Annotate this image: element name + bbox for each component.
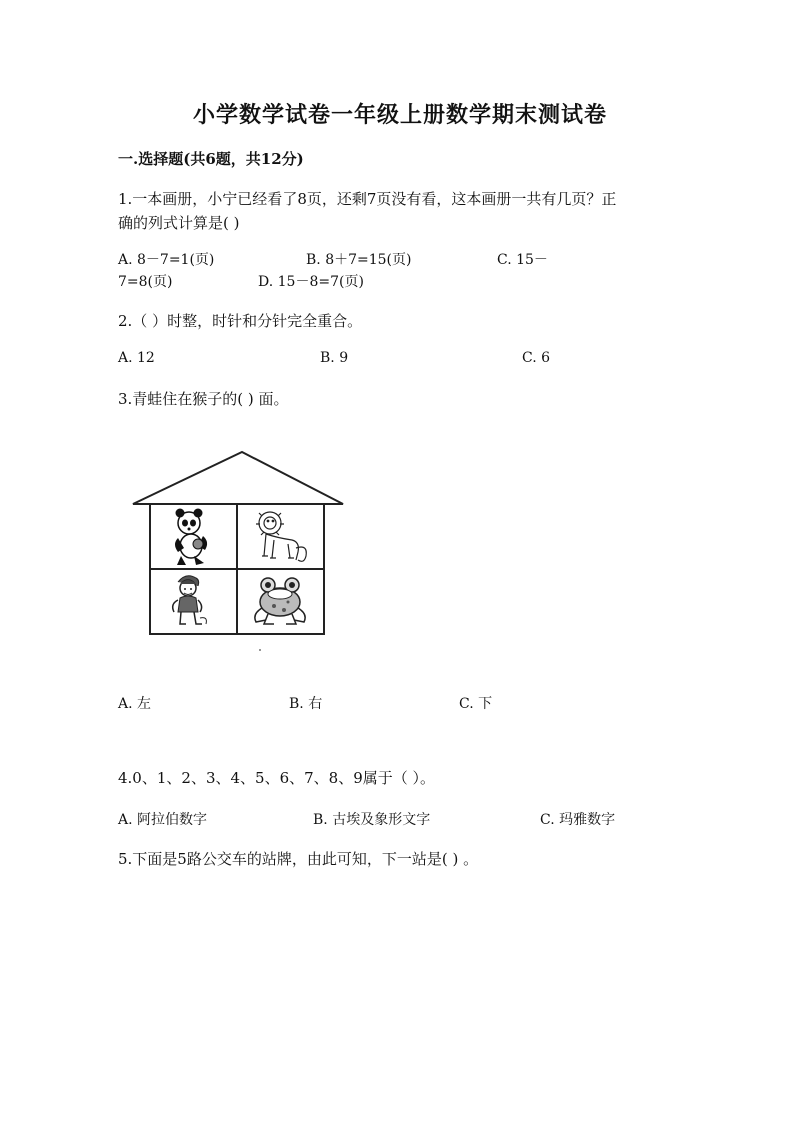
question-2-text: 2.（ ）时整，时针和分针完全重合。 [118,312,363,330]
animal-house-figure [128,448,348,658]
question-2-option-a: A. 12 [118,350,155,366]
question-1-option-a: A. 8－7=1(页) [118,252,215,268]
house-roof [133,452,343,504]
question-1-line-1: 1.一本画册，小宁已经看了8页，还剩7页没有看，这本画册一共有几页？正 [118,190,617,208]
lion-icon [256,512,306,561]
page-title: 小学数学试卷一年级上册数学期末测试卷 [192,102,607,128]
panda-icon [175,509,207,566]
question-2-option-c: C. 6 [522,350,551,366]
section-heading: 一.选择题(共6题，共12分) [118,150,304,168]
question-1-option-c-start: C. 15－ [497,252,548,268]
question-2-option-b: B. 9 [320,350,349,366]
question-1-option-b: B. 8＋7=15(页) [306,252,412,268]
question-4-option-a: A. 阿拉伯数字 [118,812,208,828]
question-3-option-c: C. 下 [459,696,493,712]
question-4-text: 4.0、1、2、3、4、5、6、7、8、9属于（ ）。 [118,769,436,787]
frog-icon [255,578,305,624]
question-4-option-b: B. 古埃及象形文字 [313,812,431,828]
question-4-option-c: C. 玛雅数字 [540,812,616,828]
question-3-option-a: A. 左 [118,696,152,712]
question-1-option-c-end: 7=8(页) [118,274,173,290]
question-1-option-d: D. 15－8=7(页) [258,274,364,290]
question-1-line-2: 确的列式计算是( ) [118,214,240,232]
question-3-option-b: B. 右 [289,696,323,712]
question-3-text: 3.青蛙住在猴子的( ) 面。 [118,390,289,408]
question-5-text: 5.下面是5路公交车的站牌，由此可知，下一站是( ) 。 [118,850,479,868]
monkey-icon [173,576,207,624]
